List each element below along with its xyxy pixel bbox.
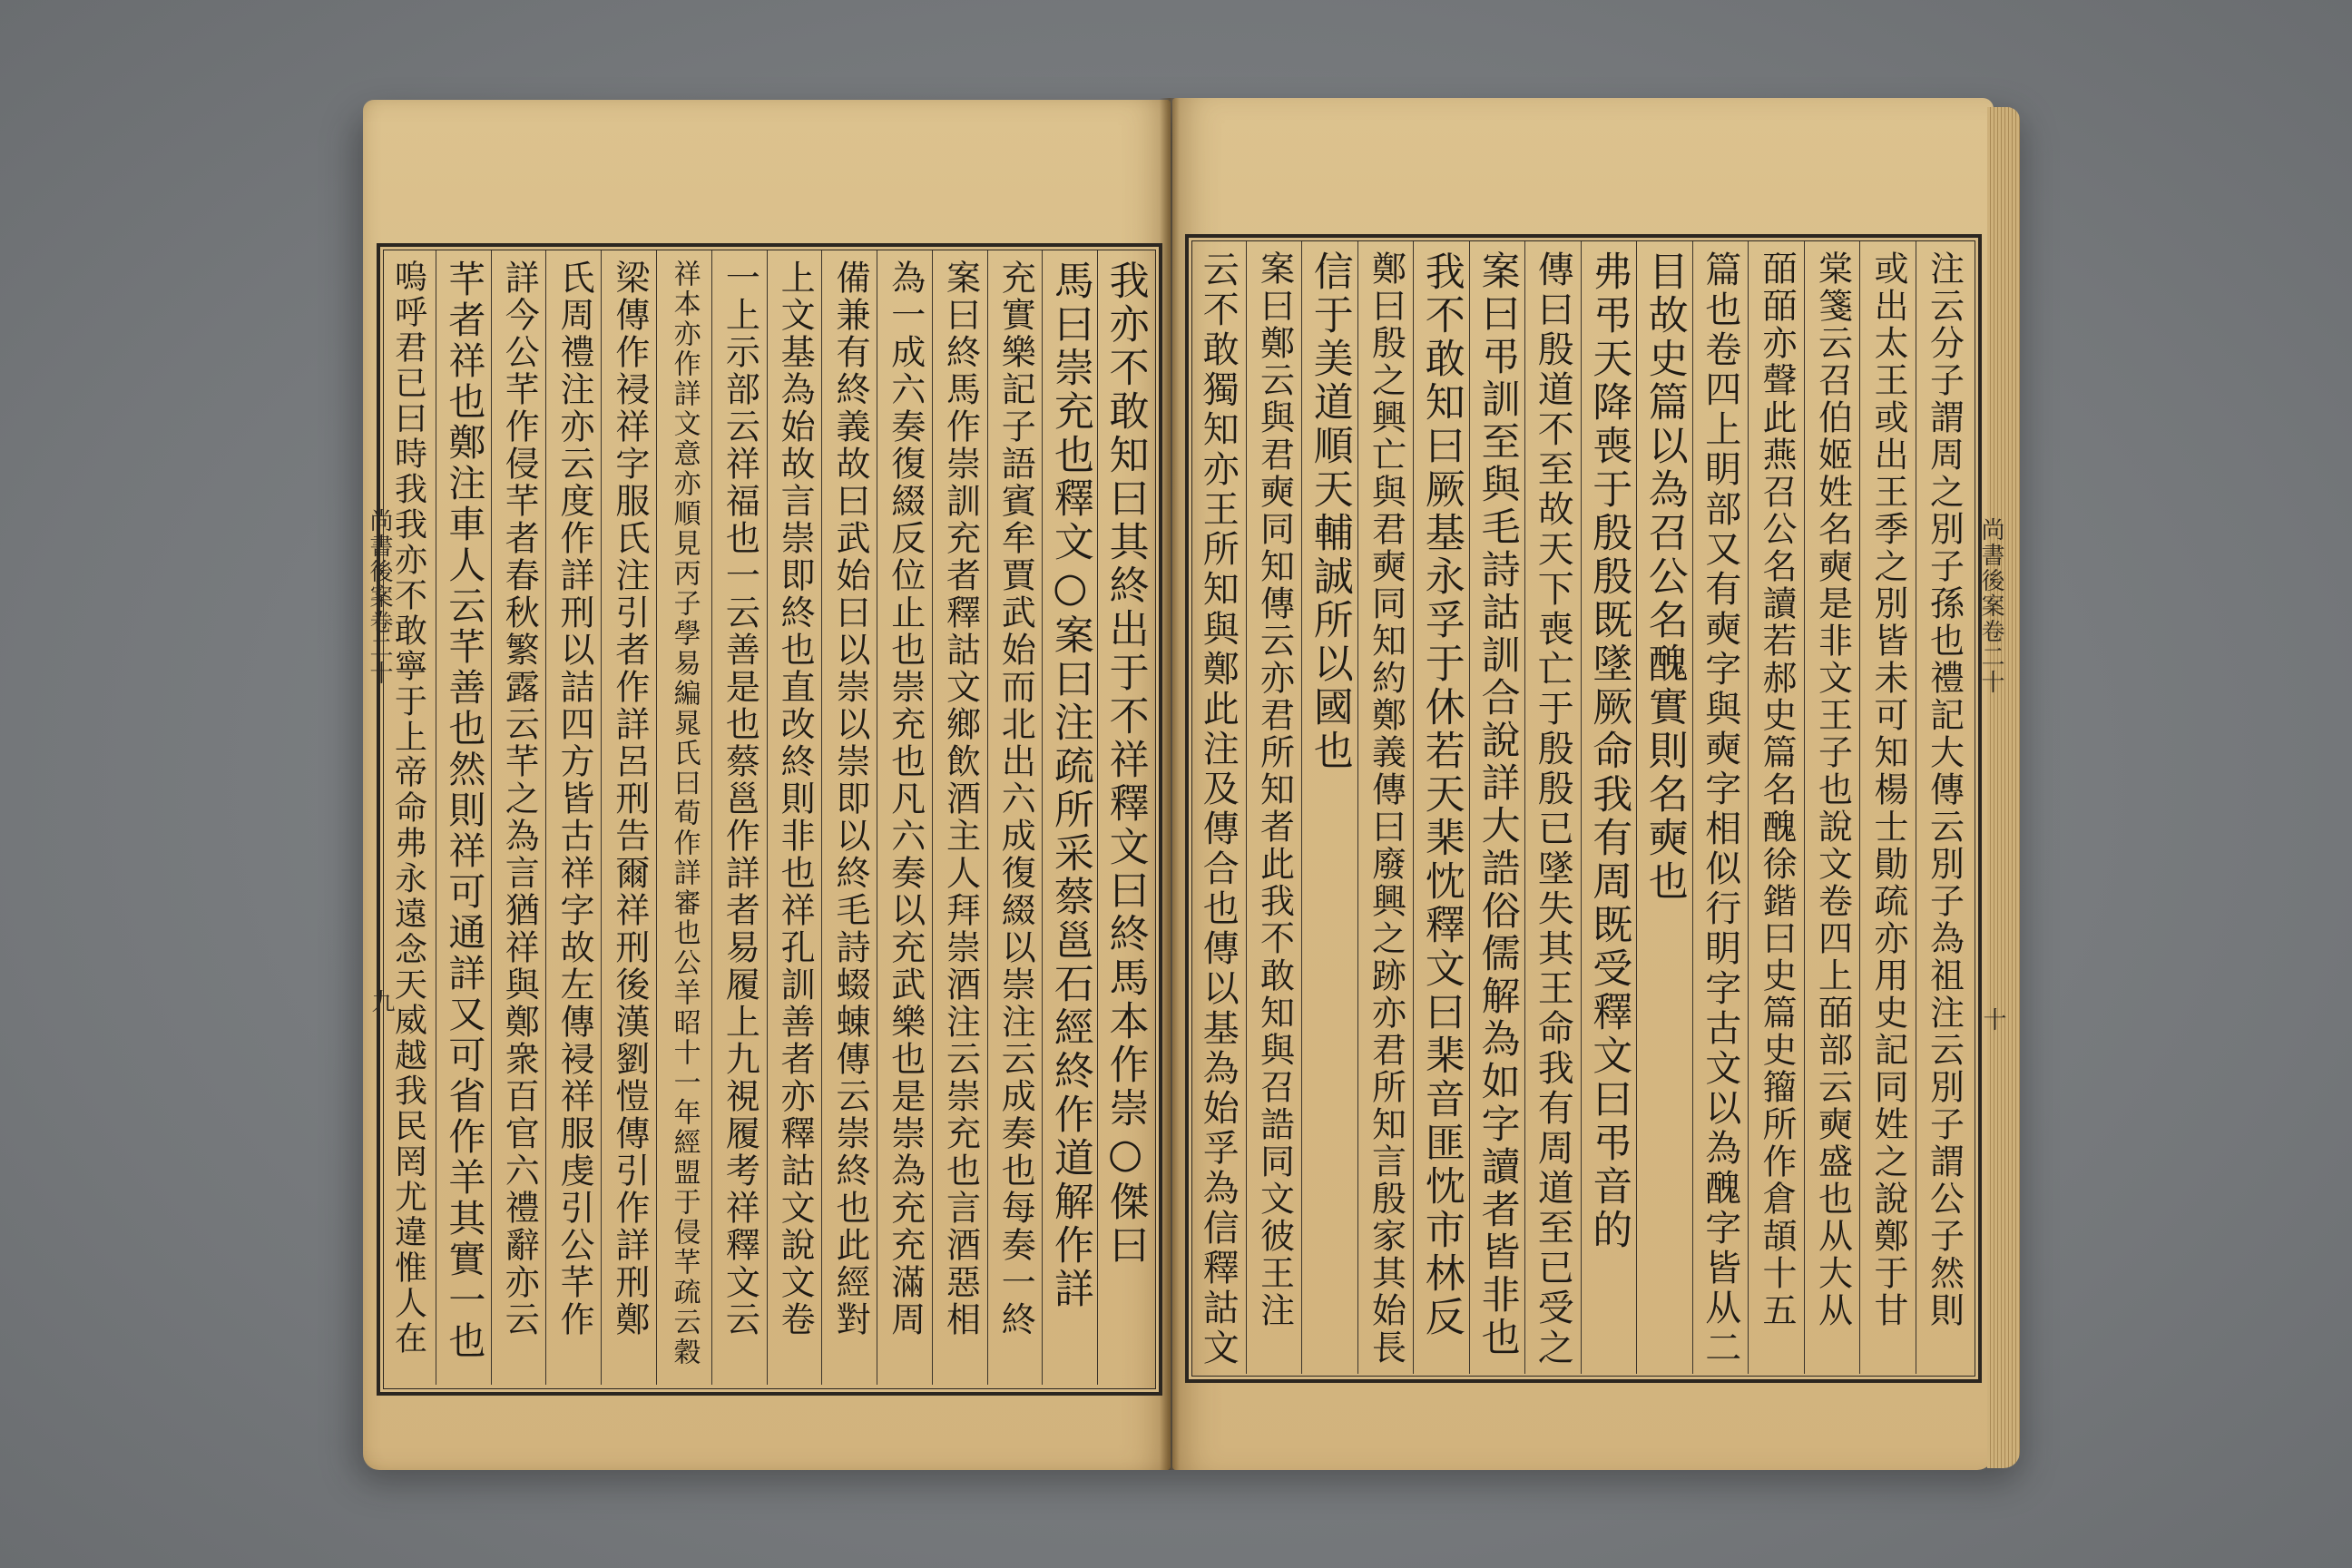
text-column: 上文基為始故言崇即終也直改終則非也祥孔訓善者亦釋詁文說文卷 [767, 250, 822, 1385]
text-column: 備兼有終義故曰武始曰以崇以崇即以終毛詩蝃蝀傳云崇終也此經對 [821, 250, 877, 1385]
left-page-columns [381, 250, 1152, 1385]
text-column: 嗚呼君已曰時我我亦不敢寧于上帝命弗永遠念天威越我民罔尤違惟人在 [389, 260, 427, 1357]
text-column: 我不敢知曰厥基永孚于休若天棐忱釋文曰棐音匪忱市林反 [1413, 241, 1469, 1374]
text-column: 棠箋云召伯姬姓名奭是非文王子也說文卷四上皕部云奭盛也从大从 [1804, 241, 1860, 1374]
text-column: 弗弔天降喪于殷殷既墜厥命我有周既受釋文曰弔音的 [1581, 241, 1637, 1374]
text-column: 一上示部云祥福也一云善是也蔡邕作詳者易履上九視履考祥釋文云 [711, 250, 767, 1385]
text-column: 鄭曰殷之興亡與君奭同知約鄭義傳曰廢興之跡亦君所知言殷家其始長 [1357, 241, 1414, 1374]
text-column: 馬曰崇充也釋文○案曰注疏所采蔡邕石經終作道解作詳 [1042, 250, 1097, 1385]
text-column: 詳今公芊作侵芊者春秋繁露云芊之為言猶祥與鄭衆百官六禮辭亦云 [491, 250, 546, 1385]
page-edge-stack [1987, 107, 2020, 1468]
text-column: 為一成六奏復綴反位止也崇充也凡六奏以充武樂也是崇為充充滿周 [877, 250, 932, 1385]
text-column: 氏周禮注亦云度作詳刑以詰四方皆古祥字故左傳祲祥服虔引公芊作 [545, 250, 601, 1385]
text-column: 篇也卷四上眀部又有奭字與奭字相似行眀字古文以為醜字皆从二 [1692, 241, 1749, 1374]
right-margin-title: 尚書後案卷二十 [1977, 517, 2004, 695]
book-gutter [1160, 98, 1180, 1470]
text-column: 我亦不敢知曰其終出于不祥釋文曰終馬本作崇○傑曰 [1097, 250, 1152, 1385]
text-column: 梁傳作祲祥字服氏注引者作詳呂刑告爾祥刑後漢劉愷傳引作詳刑鄭 [601, 250, 656, 1385]
text-column: 皕皕亦聲此燕召公名讀若郝史篇名醜徐鍇曰史篇史籀所作倉頡十五 [1748, 241, 1804, 1374]
text-column: 案曰弔訓至與毛詩詁訓合說詳大誥俗儒解為如字讀者皆非也 [1469, 241, 1525, 1374]
text-column: 目故史篇以為召公名醜實則名奭也 [1636, 241, 1692, 1374]
text-column: 案曰鄭云與君奭同知傳云亦君所知者此我不敢知與召誥同文彼王注 [1246, 241, 1302, 1374]
left-folio-number: 九 [368, 989, 395, 1013]
text-column: 充實樂記子語賓牟賈武始而北出六成復綴以崇注云成奏也每奏一終 [987, 250, 1043, 1385]
right-folio-number: 十 [1979, 1007, 2006, 1031]
text-column: 信于美道順天輔誠所以國也 [1301, 241, 1357, 1374]
text-column: 芊者祥也鄭注車人云芊善也然則祥可通詳又可省作羊其實一也 [436, 250, 491, 1385]
text-column: 或出太王或出王季之別皆未可知楊士勛疏亦用史記同姓之說鄭于甘 [1859, 241, 1916, 1374]
text-column: 祥本亦作詳文意亦順見丙子學易編晁氏曰荀作詳審也公羊昭十一年經盟于侵芊疏云穀 [656, 250, 711, 1385]
left-margin-title: 尚書後案卷二十 [366, 508, 393, 686]
text-column: 傳曰殷道不至故天下喪亡于殷殷已墜失其王命我有周道至已受之 [1524, 241, 1581, 1374]
right-page-columns [1191, 241, 1971, 1374]
text-column: 案曰終馬作崇訓充者釋詁文鄉飲酒主人拜崇酒注云崇充也言酒惡相 [932, 250, 987, 1385]
text-column: 云不敢獨知亦王所知與鄭此注及傳合也傳以基為始孚為信釋詁文 [1197, 250, 1240, 1368]
text-column: 注云分子謂周之別子孫也禮記大傳云別子為祖注云別子謂公子然則 [1916, 241, 1972, 1374]
